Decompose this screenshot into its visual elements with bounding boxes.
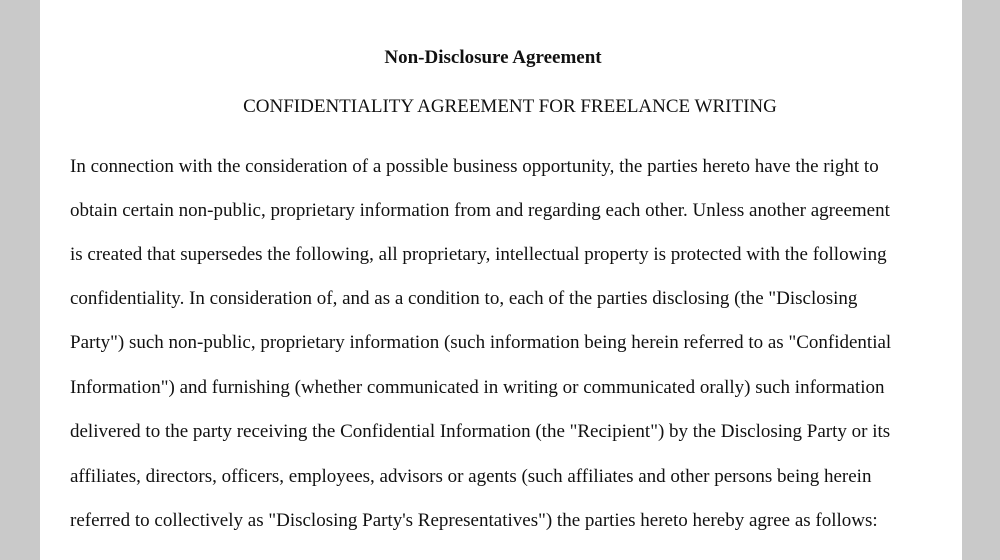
body-line: In connection with the consideration of a possible business opportunity, the parties hereto have the right to: [70, 156, 879, 177]
document-page: [40, 0, 962, 560]
document-subtitle: CONFIDENTIALITY AGREEMENT FOR FREELANCE WRITING: [243, 96, 777, 117]
body-line: is created that supersedes the following, all proprietary, intellectual property is protected with the following: [70, 244, 887, 265]
body-line: obtain certain non-public, proprietary information from and regarding each other. Unless another agreement: [70, 200, 890, 221]
document-title: Non-Disclosure Agreement: [384, 47, 602, 68]
body-line: Party") such non-public, proprietary information (such information being herein referred to as "Confidential: [70, 332, 892, 353]
body-line: delivered to the party receiving the Confidential Information (the "Recipient") by the Disclosing Party or its: [70, 421, 891, 442]
body-line: affiliates, directors, officers, employees, advisors or agents (such affiliates and other persons being herein: [70, 466, 872, 487]
body-line: confidentiality. In consideration of, and as a condition to, each of the parties disclosing (the "Disclosing: [70, 288, 858, 309]
body-line: referred to collectively as "Disclosing Party's Representatives") the parties hereto hereby agree as follows:: [70, 510, 878, 531]
body-line: Information") and furnishing (whether communicated in writing or communicated orally) such information: [70, 377, 885, 398]
